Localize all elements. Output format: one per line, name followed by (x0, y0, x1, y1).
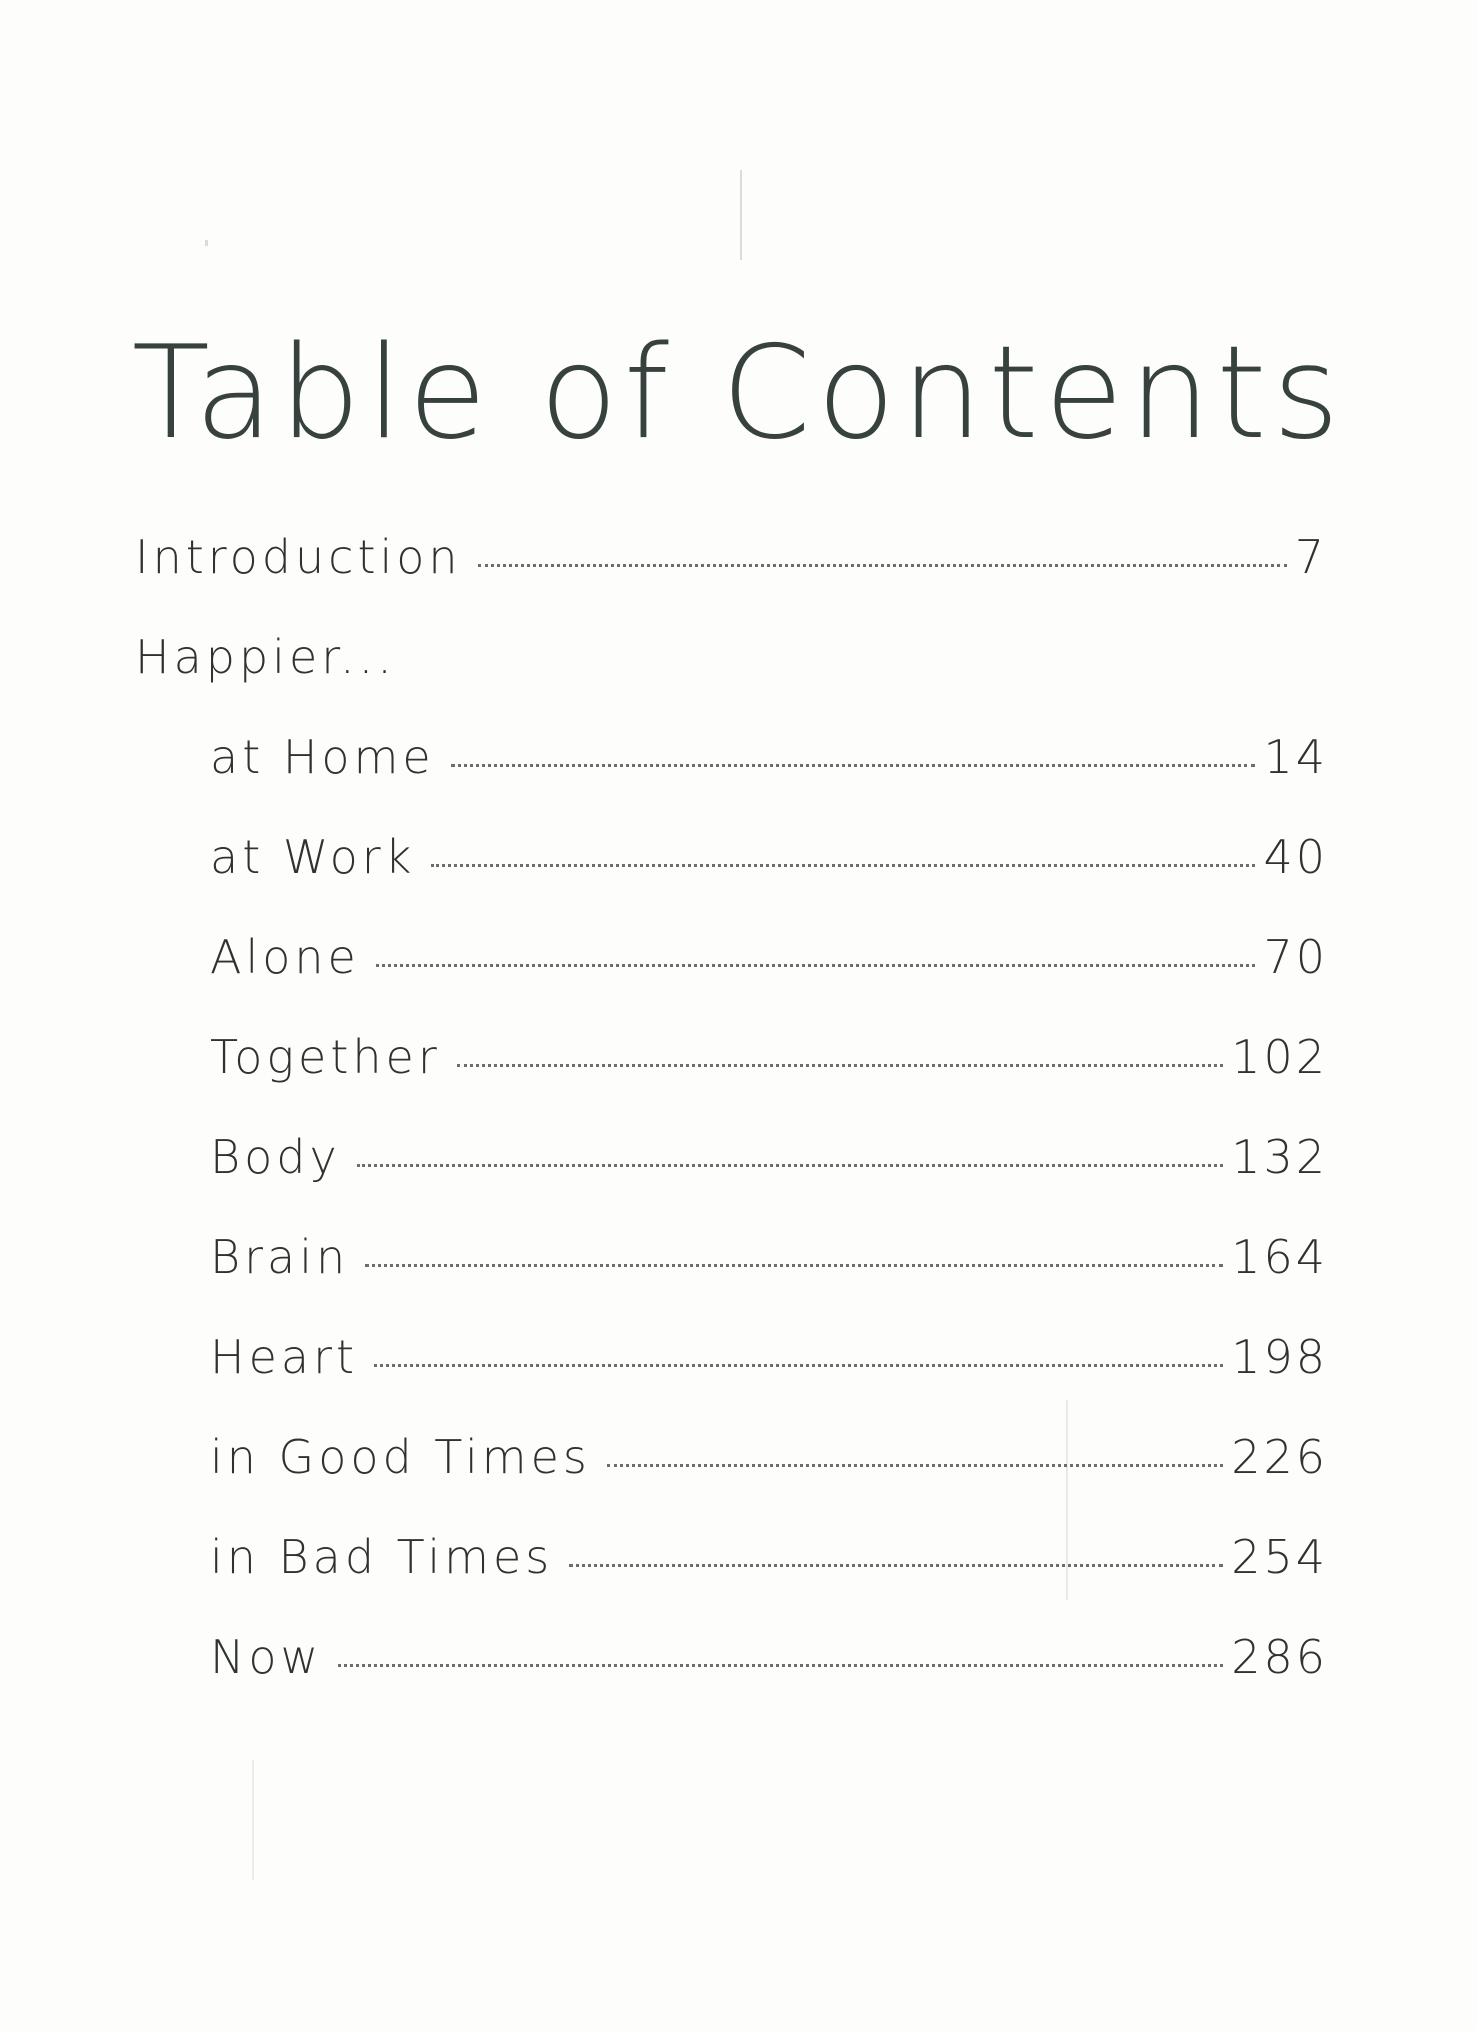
toc-entry-label: Brain (210, 1230, 350, 1284)
dot-leader (338, 1664, 1223, 1667)
toc-entry-label: in Good Times (210, 1430, 591, 1484)
toc-entry-label: in Bad Times (210, 1530, 554, 1584)
dot-leader (365, 1264, 1223, 1267)
toc-entry-at-home[interactable] (210, 730, 1328, 790)
dot-leader (357, 1164, 1224, 1167)
toc-entry-page: 70 (1263, 930, 1328, 984)
toc-entry-page: 14 (1263, 730, 1328, 784)
toc-entry-label: Alone (210, 930, 360, 984)
toc-entry-alone[interactable] (210, 930, 1328, 990)
toc-entry-at-work[interactable] (210, 830, 1328, 890)
toc-entry-introduction[interactable] (135, 530, 1327, 590)
toc-entry-page: 40 (1263, 830, 1328, 884)
toc-entry-label: Together (210, 1030, 441, 1084)
toc-entry-label: at Home (210, 730, 435, 784)
dot-leader (376, 964, 1256, 967)
toc-entry-page: 132 (1231, 1130, 1328, 1184)
toc-entry-label: Heart (210, 1330, 359, 1384)
dot-leader (457, 1064, 1223, 1067)
toc-section-heading (135, 630, 1327, 690)
toc-entry-now[interactable] (210, 1630, 1328, 1690)
toc-entry-label: Now (210, 1630, 323, 1684)
toc-entry-in-good-times[interactable] (210, 1430, 1328, 1490)
toc-entry-brain[interactable] (210, 1230, 1328, 1290)
scan-speck (205, 240, 208, 246)
toc-entry-heart[interactable] (210, 1330, 1328, 1390)
toc-entry-label: Introduction (135, 530, 462, 584)
dot-leader (569, 1564, 1223, 1567)
dot-leader (451, 764, 1256, 767)
dot-leader (374, 1364, 1223, 1367)
toc-entry-page: 102 (1231, 1030, 1328, 1084)
toc-entry-page: 164 (1231, 1230, 1328, 1284)
page-title: Table of Contents (131, 319, 1346, 468)
toc-entry-body[interactable] (210, 1130, 1328, 1190)
toc-entry-label: Happier... (135, 630, 396, 684)
scan-speck (740, 170, 742, 260)
toc-entry-label: Body (210, 1130, 341, 1184)
toc-entry-page: 7 (1294, 530, 1327, 584)
dot-leader (607, 1464, 1223, 1467)
toc-entry-page: 226 (1231, 1430, 1328, 1484)
toc-entry-label: at Work (210, 830, 416, 884)
toc-entry-page: 254 (1231, 1530, 1328, 1584)
toc-entry-page: 198 (1231, 1330, 1328, 1384)
dot-leader (431, 864, 1255, 867)
toc-entry-in-bad-times[interactable] (210, 1530, 1328, 1590)
toc-entry-together[interactable] (210, 1030, 1328, 1090)
toc-entry-page: 286 (1231, 1630, 1328, 1684)
dot-leader (478, 564, 1287, 567)
scan-speck (252, 1760, 254, 1880)
